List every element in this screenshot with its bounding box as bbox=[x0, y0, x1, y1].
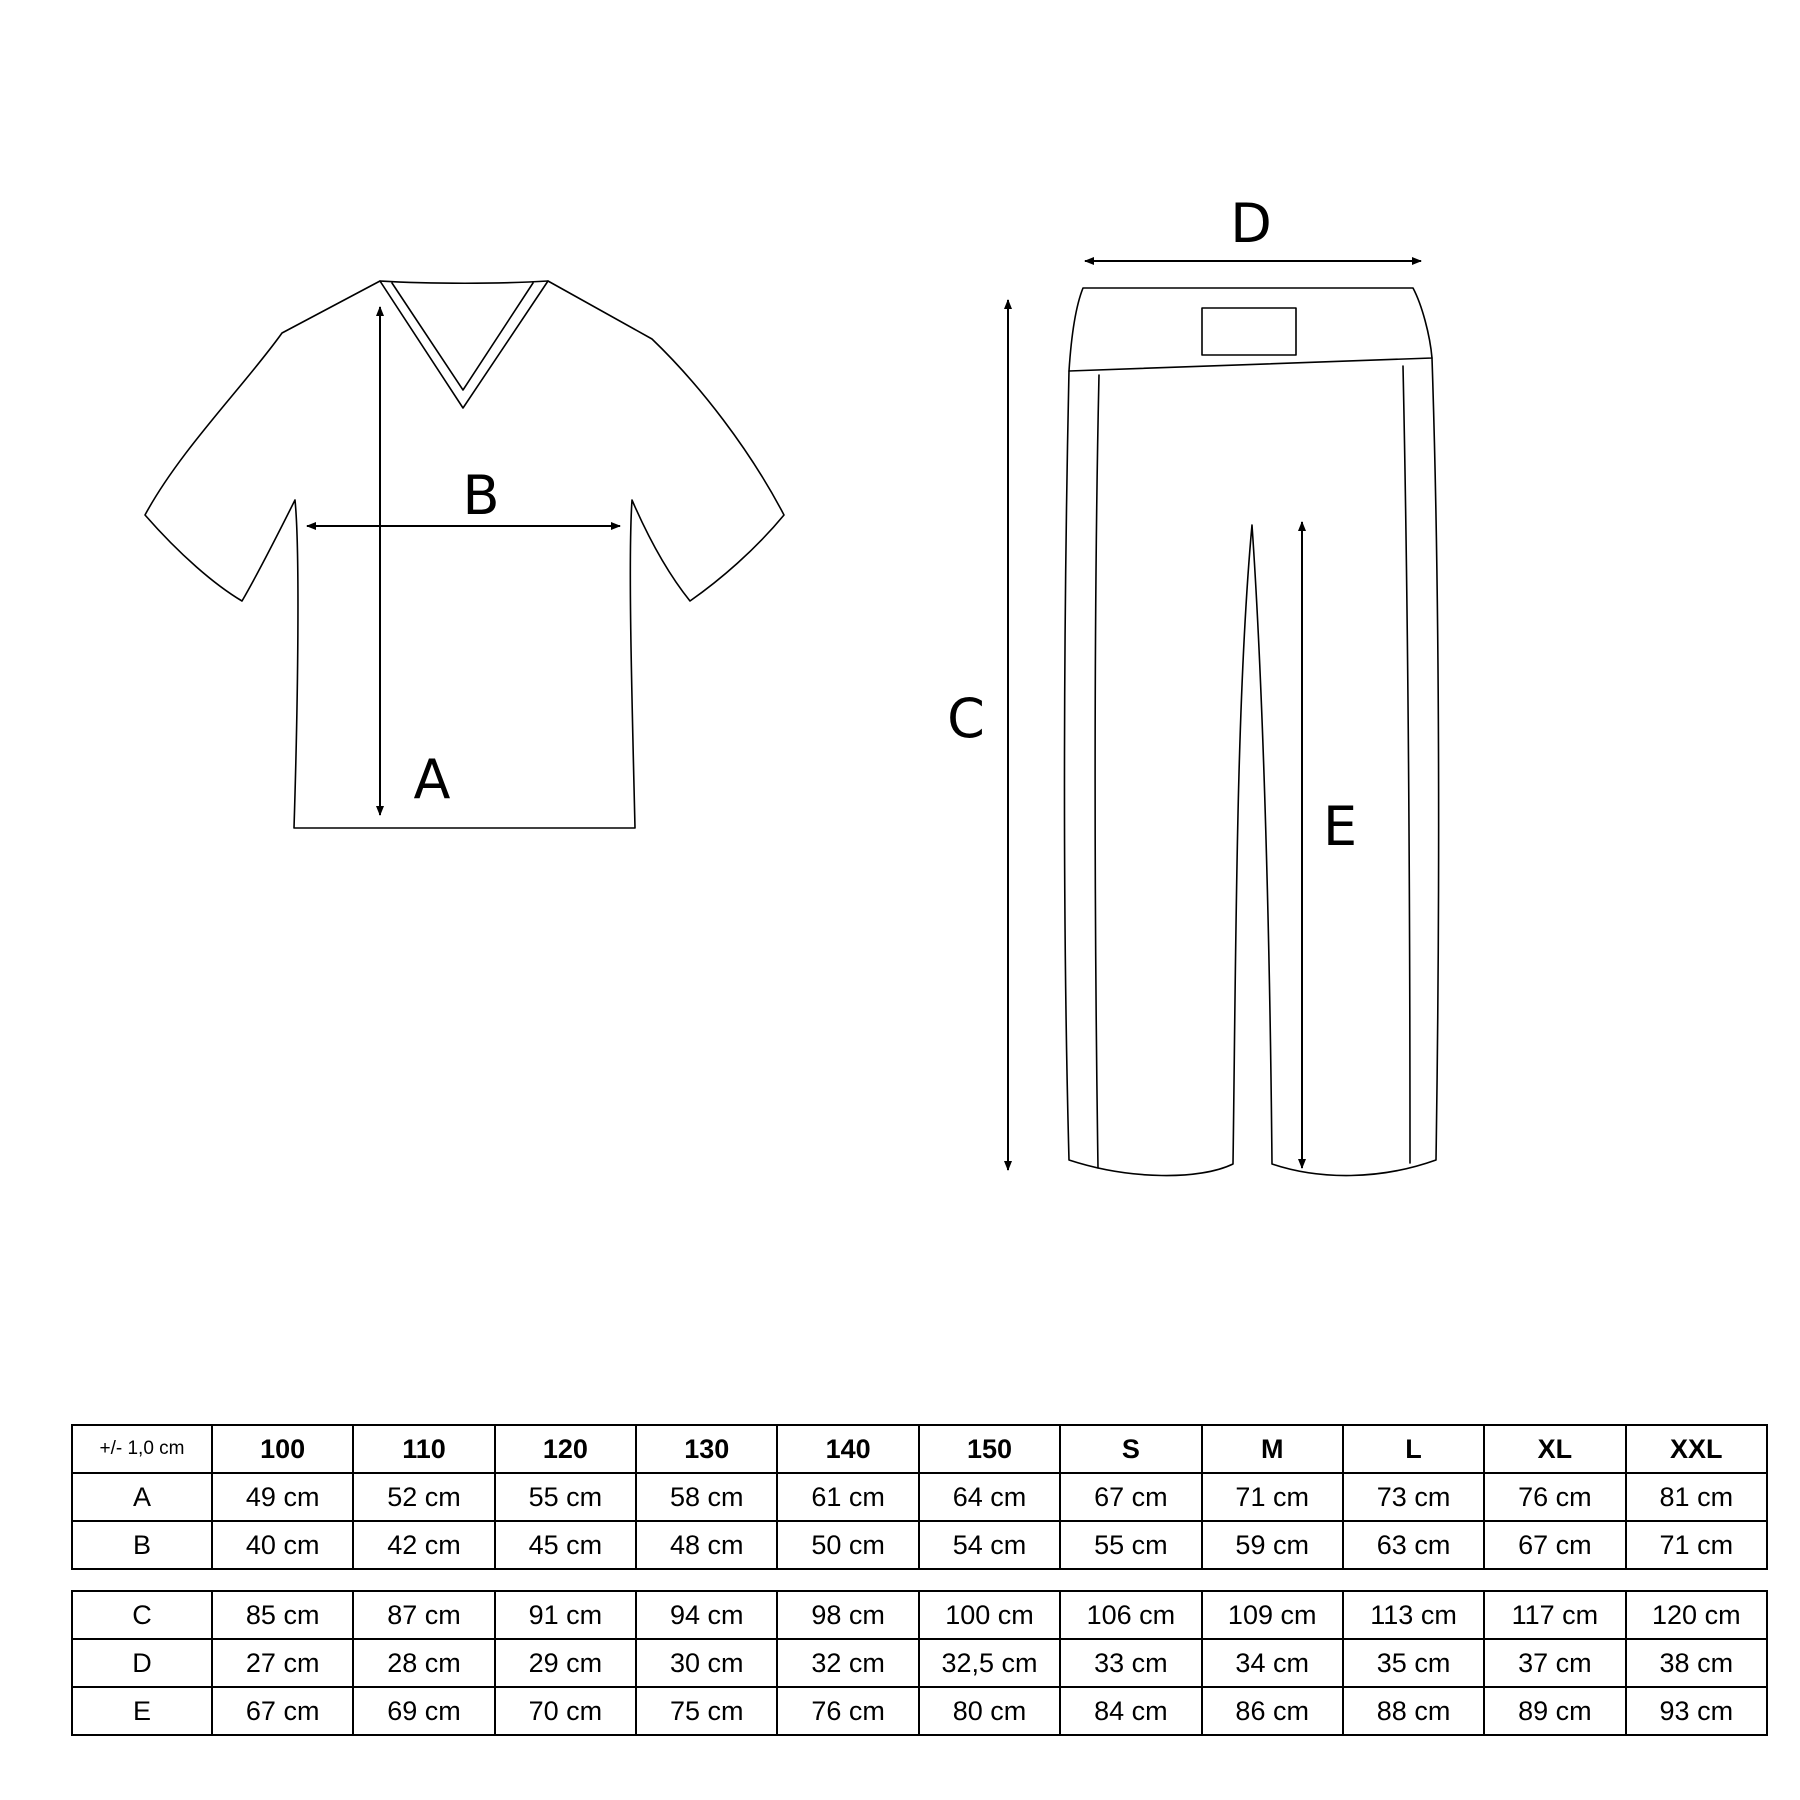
label-d: D bbox=[1230, 192, 1272, 255]
label-b: B bbox=[462, 464, 500, 527]
measure-cell: 113 cm bbox=[1343, 1591, 1484, 1639]
measure-cell: 27 cm bbox=[212, 1639, 353, 1687]
row-label: D bbox=[72, 1639, 212, 1687]
size-table-bottom bbox=[71, 1590, 1768, 1736]
measure-cell: 71 cm bbox=[1626, 1521, 1767, 1569]
measure-cell: 93 cm bbox=[1626, 1687, 1767, 1735]
measure-cell: 73 cm bbox=[1343, 1473, 1484, 1521]
measure-cell: 120 cm bbox=[1626, 1591, 1767, 1639]
measure-cell: 81 cm bbox=[1626, 1473, 1767, 1521]
table-row-a bbox=[72, 1473, 1767, 1521]
table-row-e bbox=[72, 1687, 1767, 1735]
measure-cell: 67 cm bbox=[1060, 1473, 1201, 1521]
measure-cell: 54 cm bbox=[919, 1521, 1060, 1569]
measure-cell: 49 cm bbox=[212, 1473, 353, 1521]
measure-cell: 80 cm bbox=[919, 1687, 1060, 1735]
table-row-b bbox=[72, 1521, 1767, 1569]
measure-cell: 100 cm bbox=[919, 1591, 1060, 1639]
measure-cell: 55 cm bbox=[495, 1473, 636, 1521]
measure-cell: 88 cm bbox=[1343, 1687, 1484, 1735]
measure-cell: 64 cm bbox=[919, 1473, 1060, 1521]
table-row-d bbox=[72, 1639, 1767, 1687]
size-header-cell: M bbox=[1202, 1425, 1343, 1473]
measure-cell: 91 cm bbox=[495, 1591, 636, 1639]
measure-cell: 75 cm bbox=[636, 1687, 777, 1735]
measure-cell: 67 cm bbox=[212, 1687, 353, 1735]
size-header-cell: 100 bbox=[212, 1425, 353, 1473]
measure-cell: 30 cm bbox=[636, 1639, 777, 1687]
size-header-cell: XXL bbox=[1626, 1425, 1767, 1473]
measure-cell: 28 cm bbox=[353, 1639, 494, 1687]
measure-cell: 86 cm bbox=[1202, 1687, 1343, 1735]
measure-cell: 59 cm bbox=[1202, 1521, 1343, 1569]
measure-cell: 71 cm bbox=[1202, 1473, 1343, 1521]
size-header-cell: S bbox=[1060, 1425, 1201, 1473]
measure-cell: 76 cm bbox=[777, 1687, 918, 1735]
measure-cell: 63 cm bbox=[1343, 1521, 1484, 1569]
measure-cell: 85 cm bbox=[212, 1591, 353, 1639]
measure-cell: 117 cm bbox=[1484, 1591, 1625, 1639]
measure-cell: 84 cm bbox=[1060, 1687, 1201, 1735]
measure-cell: 32 cm bbox=[777, 1639, 918, 1687]
measure-cell: 70 cm bbox=[495, 1687, 636, 1735]
pants-outline bbox=[1064, 288, 1438, 1176]
measure-cell: 42 cm bbox=[353, 1521, 494, 1569]
measure-cell: 106 cm bbox=[1060, 1591, 1201, 1639]
measure-cell: 58 cm bbox=[636, 1473, 777, 1521]
shirt-outline bbox=[145, 281, 784, 828]
measure-cell: 50 cm bbox=[777, 1521, 918, 1569]
size-header-cell: 140 bbox=[777, 1425, 918, 1473]
row-label: A bbox=[72, 1473, 212, 1521]
size-header-cell: 150 bbox=[919, 1425, 1060, 1473]
measure-cell: 94 cm bbox=[636, 1591, 777, 1639]
measure-cell: 61 cm bbox=[777, 1473, 918, 1521]
size-header-cell: XL bbox=[1484, 1425, 1625, 1473]
measure-cell: 38 cm bbox=[1626, 1639, 1767, 1687]
label-e: E bbox=[1322, 795, 1358, 858]
measure-cell: 52 cm bbox=[353, 1473, 494, 1521]
measure-cell: 34 cm bbox=[1202, 1639, 1343, 1687]
measure-cell: 35 cm bbox=[1343, 1639, 1484, 1687]
size-header-row bbox=[72, 1425, 1767, 1473]
measure-cell: 55 cm bbox=[1060, 1521, 1201, 1569]
measure-cell: 33 cm bbox=[1060, 1639, 1201, 1687]
label-c: C bbox=[947, 687, 985, 750]
measure-cell: 48 cm bbox=[636, 1521, 777, 1569]
measure-cell: 98 cm bbox=[777, 1591, 918, 1639]
row-label: C bbox=[72, 1591, 212, 1639]
measure-cell: 37 cm bbox=[1484, 1639, 1625, 1687]
table-row-c bbox=[72, 1591, 1767, 1639]
measure-cell: 40 cm bbox=[212, 1521, 353, 1569]
size-header-cell: 130 bbox=[636, 1425, 777, 1473]
row-label: E bbox=[72, 1687, 212, 1735]
size-table-top bbox=[71, 1424, 1768, 1570]
measure-cell: 45 cm bbox=[495, 1521, 636, 1569]
measure-cell: 109 cm bbox=[1202, 1591, 1343, 1639]
measure-cell: 87 cm bbox=[353, 1591, 494, 1639]
measure-cell: 76 cm bbox=[1484, 1473, 1625, 1521]
measure-cell: 67 cm bbox=[1484, 1521, 1625, 1569]
row-label: B bbox=[72, 1521, 212, 1569]
measure-cell: 32,5 cm bbox=[919, 1639, 1060, 1687]
measure-cell: 69 cm bbox=[353, 1687, 494, 1735]
label-a: A bbox=[413, 748, 451, 811]
tolerance-cell: +/- 1,0 cm bbox=[72, 1425, 212, 1473]
size-header-cell: 110 bbox=[353, 1425, 494, 1473]
measure-cell: 29 cm bbox=[495, 1639, 636, 1687]
size-header-cell: 120 bbox=[495, 1425, 636, 1473]
size-header-cell: L bbox=[1343, 1425, 1484, 1473]
measure-cell: 89 cm bbox=[1484, 1687, 1625, 1735]
